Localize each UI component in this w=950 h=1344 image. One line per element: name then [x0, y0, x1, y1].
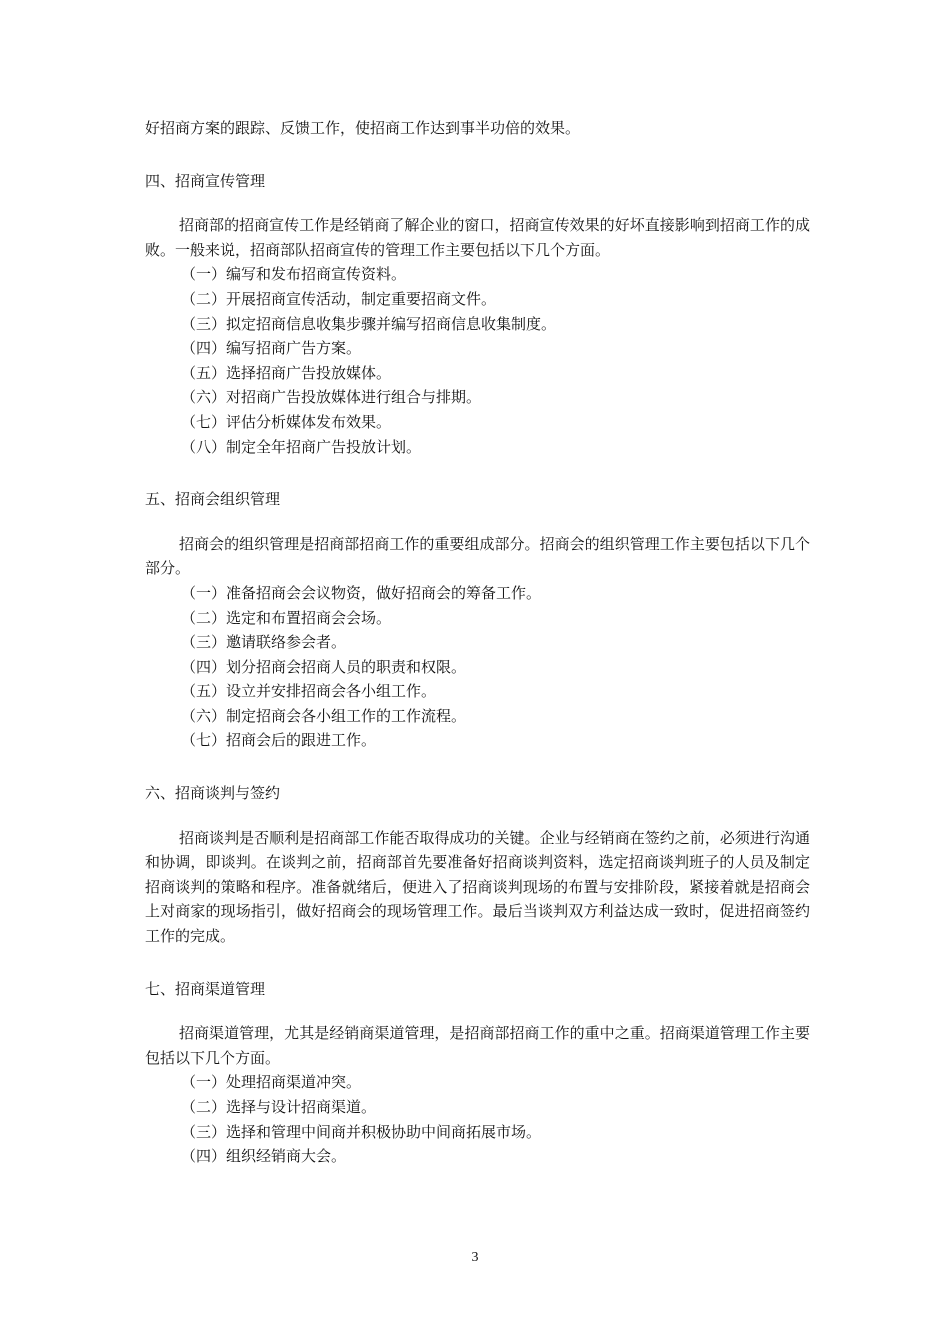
- section-paragraph-4: 招商部的招商宣传工作是经销商了解企业的窗口，招商宣传效果的好坏直接影响到招商工作的成败。一般来说，招商部队招商宣传的管理工作主要包括以下几个方面。: [145, 216, 810, 259]
- list-item: （三）邀请联络参会者。: [181, 633, 347, 652]
- list-item: （五）设立并安排招商会各小组工作。: [181, 682, 437, 701]
- list-item: （八）制定全年招商广告投放计划。: [181, 437, 422, 456]
- list-item: （一）准备招商会会议物资，做好招商会的筹备工作。: [181, 583, 542, 602]
- list-item: （四）编写招商广告方案。: [181, 339, 362, 358]
- section-heading-7: 七、招商渠道管理: [145, 979, 266, 998]
- section-heading-4: 四、招商宣传管理: [145, 171, 266, 190]
- list-item: （六）制定招商会各小组工作的工作流程。: [181, 706, 467, 725]
- list-item: （二）选定和布置招商会会场。: [181, 608, 392, 627]
- page-number: 3: [471, 1250, 479, 1265]
- list-item: （二）选择与设计招商渠道。: [181, 1098, 377, 1116]
- continued-line: 好招商方案的跟踪、反馈工作，使招商工作达到事半功倍的效果。: [145, 119, 581, 137]
- list-item: （二）开展招商宣传活动，制定重要招商文件。: [181, 289, 497, 308]
- list-item: （四）组织经销商大会。: [181, 1147, 347, 1166]
- section-paragraph-7: 招商渠道管理，尤其是经销商渠道管理，是招商部招商工作的重中之重。招商渠道管理工作主要包括以下几个方面。: [145, 1024, 810, 1067]
- list-item: （一）编写和发布招商宣传资料。: [181, 265, 407, 284]
- list-item: （三）拟定招商信息收集步骤并编写招商信息收集制度。: [181, 314, 557, 333]
- list-item: （七）评估分析媒体发布效果。: [181, 412, 392, 431]
- section-heading-5: 五、招商会组织管理: [145, 490, 281, 509]
- list-item: （七）招商会后的跟进工作。: [181, 731, 377, 750]
- list-item: （三）选择和管理中间商并积极协助中间商拓展市场。: [181, 1122, 542, 1141]
- list-item: （六）对招商广告投放媒体进行组合与排期。: [181, 388, 482, 407]
- list-item: （五）选择招商广告投放媒体。: [181, 363, 392, 382]
- section-heading-6: 六、招商谈判与签约: [145, 784, 281, 803]
- section-paragraph-5: 招商会的组织管理是招商部招商工作的重要组成部分。招商会的组织管理工作主要包括以下几个部分。: [145, 534, 810, 578]
- page-content: [145, 116, 810, 1169]
- list-item: （一）处理招商渠道冲突。: [181, 1073, 362, 1092]
- section-paragraph-6: 招商谈判是否顺利是招商部工作能否取得成功的关键。企业与经销商在签约之前，必须进行沟通和协调，即谈判。在谈判之前，招商部首先要准备好招商谈判资料，选定招商谈判班子的人员及制定招商谈判的策略和程序。准备就绪后，便进入了招商谈判现场的布置与安排阶段，紧接着就是招商会上对商家的现场指引，做好招商会的现场管理工作。最后当谈判双方利益达成一致时，促进招商签约工作的完成。: [145, 828, 810, 946]
- list-item: （四）划分招商会招商人员的职责和权限。: [181, 657, 467, 676]
